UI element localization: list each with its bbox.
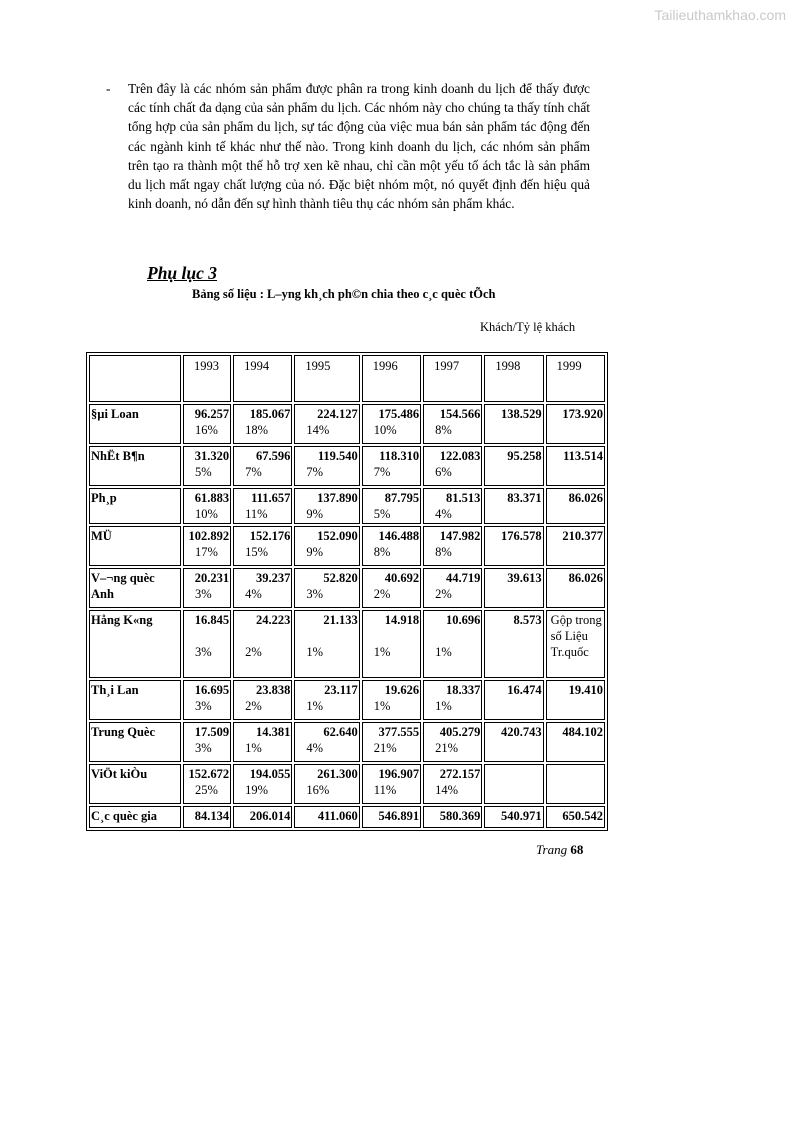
data-cell: [233, 526, 292, 566]
cell-percent: 16%: [306, 783, 330, 797]
data-cell: [362, 806, 421, 828]
cell-value: 67.596: [255, 449, 291, 463]
data-cell: [294, 488, 359, 524]
data-cell: [183, 526, 231, 566]
table-row: [89, 404, 605, 444]
year-header: 1995: [294, 355, 359, 402]
cell-percent: 10%: [373, 423, 397, 437]
page-number-value: 68: [570, 842, 584, 857]
cell-percent: 2%: [245, 645, 262, 659]
cell-percent: 3%: [195, 645, 212, 659]
country-name: Ph¸p: [89, 488, 181, 524]
country-name: Trung Quèc: [89, 722, 181, 762]
cell-value: 21.133: [323, 613, 358, 627]
appendix-title: Phụ lục 3: [147, 263, 218, 283]
cell-value: 62.640: [323, 725, 358, 739]
cell-value: 119.540: [317, 449, 358, 463]
data-cell: [294, 610, 359, 678]
table-container: [86, 352, 608, 823]
table-title: Bảng số liệu : L–yng kh¸ch ph©n chia theo c¸c quèc tÕch: [192, 287, 496, 301]
cell-percent: 8%: [373, 545, 391, 559]
cell-percent: 8%: [435, 423, 452, 437]
year-header: 1998: [484, 355, 543, 402]
cell-value: 16.845: [194, 613, 230, 627]
cell-percent: 3%: [195, 741, 212, 755]
year-header: 1996: [362, 355, 421, 402]
data-cell: [362, 680, 421, 720]
data-cell: [546, 446, 605, 486]
cell-percent: 9%: [306, 545, 324, 559]
cell-value: 411.060: [317, 809, 358, 823]
cell-percent: 1%: [373, 645, 391, 659]
cell-value: 96.257: [194, 407, 230, 421]
data-cell: [233, 404, 292, 444]
data-cell: [423, 680, 482, 720]
cell-value: 152.672: [188, 767, 230, 781]
cell-value: 118.310: [379, 449, 420, 463]
cell-percent: 1%: [245, 741, 262, 755]
data-cell: [484, 488, 543, 524]
cell-value: 61.883: [194, 491, 230, 505]
data-cell: [294, 680, 359, 720]
cell-percent: 1%: [306, 699, 324, 713]
cell-percent: 1%: [435, 699, 452, 713]
cell-percent: 2%: [245, 699, 262, 713]
data-cell: [294, 526, 359, 566]
table-row: [89, 568, 605, 608]
data-cell: [294, 446, 359, 486]
data-cell: [294, 404, 359, 444]
page-number: [536, 842, 583, 858]
table-row: [89, 680, 605, 720]
data-cell: [233, 680, 292, 720]
cell-value: 39.237: [255, 571, 291, 585]
cell-value: 196.907: [378, 767, 420, 781]
paragraph-text: Trên đây là các nhóm sản phẩm được phân ra trong kinh doanh du lịch để thấy được các tính chất đa dạng của sản phẩm du lịch. Các nhóm này cho chúng ta thấy tính chất tổng hợp của sản phẩm du lịch, sự tác động của việc mua bán sản phẩm tác động đến các ngành kinh tế khác như thế nào. Trong kinh doanh du lịch, các nhóm sản phẩm trên tạo ra thành một thế hỗ trợ xen kẽ nhau, chỉ cần một yếu tố ách tắc là sản phẩm du lịch mất ngay chất lượng của nó. Đặc biệt nhóm một, nó quyết định đến hiệu quả kinh doanh, nó dẫn đến sự hình thành tiêu thụ các nhóm sản phẩm khác.: [128, 81, 590, 212]
cell-value: 19.410: [568, 683, 603, 697]
data-cell: [546, 680, 605, 720]
cell-value: 83.371: [507, 491, 542, 505]
data-cell: [233, 568, 292, 608]
cell-value: 152.090: [317, 529, 358, 543]
cell-percent: 17%: [195, 545, 218, 559]
year-header: 1993: [183, 355, 231, 402]
country-name: NhËt B¶n: [89, 446, 181, 486]
data-cell: [484, 722, 543, 762]
data-cell: [183, 806, 231, 828]
header-row: [89, 355, 605, 402]
cell-percent: 1%: [373, 699, 391, 713]
cell-percent: 25%: [195, 783, 218, 797]
country-name: ViÖt kiÒu: [89, 764, 181, 804]
cell-value: 138.529: [501, 407, 542, 421]
cell-percent: 3%: [195, 587, 212, 601]
data-cell: [362, 722, 421, 762]
data-cell: [423, 488, 482, 524]
country-name: V–¬ng quèc Anh: [89, 568, 181, 608]
page-label: Trang: [536, 842, 568, 857]
data-cell: [423, 764, 482, 804]
data-cell: [423, 568, 482, 608]
cell-value: 113.514: [563, 449, 603, 463]
cell-value: 405.279: [439, 725, 481, 739]
cell-percent: 10%: [195, 507, 218, 521]
data-cell: [484, 610, 543, 678]
cell-percent: 3%: [195, 699, 212, 713]
cell-value: 154.566: [439, 407, 481, 421]
cell-value: 546.891: [378, 809, 420, 823]
country-name: §µi Loan: [89, 404, 181, 444]
cell-percent: 2%: [435, 587, 452, 601]
cell-value: 137.890: [317, 491, 358, 505]
data-cell: [362, 446, 421, 486]
data-cell: [423, 610, 482, 678]
cell-value: 95.258: [507, 449, 542, 463]
data-cell: [183, 488, 231, 524]
data-cell: [423, 722, 482, 762]
cell-percent: 21%: [435, 741, 458, 755]
data-cell: [546, 722, 605, 762]
data-cell: [183, 680, 231, 720]
data-cell: [546, 764, 605, 804]
body-paragraph: [106, 79, 590, 213]
data-cell: [546, 610, 605, 678]
data-cell: [362, 526, 421, 566]
cell-percent: 11%: [373, 783, 397, 797]
data-cell: [546, 568, 605, 608]
cell-value: 16.474: [507, 683, 542, 697]
cell-value: 420.743: [501, 725, 542, 739]
cell-percent: 8%: [435, 545, 452, 559]
cell-value: 23.838: [255, 683, 291, 697]
data-cell: [183, 404, 231, 444]
watermark: Tailieuthamkhao.com: [654, 7, 786, 23]
cell-percent: 6%: [435, 465, 452, 479]
table-row: [89, 488, 605, 524]
bullet-dash: -: [106, 81, 111, 96]
cell-percent: 14%: [435, 783, 458, 797]
cell-percent: 7%: [245, 465, 262, 479]
data-cell: [183, 610, 231, 678]
cell-percent: 5%: [373, 507, 391, 521]
cell-value: 86.026: [568, 571, 603, 585]
cell-value: 52.820: [323, 571, 358, 585]
data-cell: [233, 446, 292, 486]
cell-value: 81.513: [446, 491, 481, 505]
data-cell: [484, 404, 543, 444]
data-cell: [423, 526, 482, 566]
data-cell: [484, 526, 543, 566]
cell-value: 10.696: [446, 613, 481, 627]
cell-percent: 1%: [435, 645, 452, 659]
cell-value: 20.231: [194, 571, 230, 585]
cell-note: Gộp trong số Liệu Tr.quốc: [550, 613, 602, 659]
cell-percent: 7%: [306, 465, 324, 479]
table-row: [89, 526, 605, 566]
cell-value: 18.337: [446, 683, 481, 697]
cell-value: 261.300: [317, 767, 358, 781]
cell-value: 272.157: [439, 767, 481, 781]
data-cell: [183, 764, 231, 804]
cell-value: 206.014: [249, 809, 291, 823]
cell-value: 23.117: [324, 683, 358, 697]
data-cell: [484, 680, 543, 720]
data-cell: [183, 722, 231, 762]
data-cell: [362, 404, 421, 444]
cell-percent: 18%: [245, 423, 268, 437]
header-corner-cell: [89, 355, 181, 402]
table-row: [89, 722, 605, 762]
data-cell: [362, 764, 421, 804]
data-cell: [484, 764, 543, 804]
cell-value: 111.657: [251, 491, 291, 505]
cell-percent: 5%: [195, 465, 212, 479]
cell-percent: 4%: [435, 507, 452, 521]
data-cell: [423, 404, 482, 444]
cell-value: 24.223: [255, 613, 291, 627]
cell-value: 17.509: [194, 725, 230, 739]
cell-percent: 2%: [373, 587, 391, 601]
cell-value: 173.920: [562, 407, 603, 421]
data-cell: [362, 610, 421, 678]
table-row: [89, 446, 605, 486]
unit-note: Khách/Tỷ lệ khách: [480, 320, 576, 334]
data-cell: [233, 722, 292, 762]
cell-value: 39.613: [507, 571, 542, 585]
data-cell: [362, 488, 421, 524]
data-cell: [362, 568, 421, 608]
cell-percent: 7%: [373, 465, 391, 479]
table-row: [89, 610, 605, 678]
data-cell: [546, 404, 605, 444]
cell-percent: 11%: [245, 507, 268, 521]
data-cell: [183, 446, 231, 486]
country-name: MÜ: [89, 526, 181, 566]
data-cell: [233, 610, 292, 678]
cell-percent: 4%: [306, 741, 324, 755]
cell-value: 40.692: [384, 571, 420, 585]
data-cell: [484, 806, 543, 828]
cell-percent: 16%: [195, 423, 218, 437]
data-cell: [546, 488, 605, 524]
cell-value: 87.795: [384, 491, 420, 505]
data-cell: [294, 722, 359, 762]
data-cell: [294, 568, 359, 608]
cell-value: 44.719: [446, 571, 481, 585]
cell-value: 86.026: [568, 491, 603, 505]
cell-value: 102.892: [188, 529, 230, 543]
data-cell: [233, 764, 292, 804]
cell-value: 146.488: [378, 529, 420, 543]
data-cell: [233, 806, 292, 828]
cell-value: 14.381: [255, 725, 291, 739]
data-cell: [294, 764, 359, 804]
cell-percent: 9%: [306, 507, 324, 521]
cell-percent: 4%: [245, 587, 262, 601]
data-cell: [484, 446, 543, 486]
year-header: 1999: [546, 355, 605, 402]
cell-percent: 1%: [306, 645, 324, 659]
cell-value: 224.127: [317, 407, 358, 421]
cell-value: 377.555: [378, 725, 420, 739]
statistics-table: [86, 352, 608, 831]
data-cell: [233, 488, 292, 524]
cell-value: 84.134: [194, 809, 230, 823]
cell-value: 176.578: [501, 529, 542, 543]
data-cell: [423, 446, 482, 486]
cell-value: 210.377: [562, 529, 603, 543]
data-cell: [546, 806, 605, 828]
country-name: C¸c quèc gia: [89, 806, 181, 828]
data-cell: [423, 806, 482, 828]
cell-percent: 3%: [306, 587, 324, 601]
cell-value: 147.982: [439, 529, 481, 543]
cell-percent: 19%: [245, 783, 268, 797]
cell-value: 8.573: [513, 613, 542, 627]
year-header: 1994: [233, 355, 292, 402]
cell-percent: 15%: [245, 545, 268, 559]
cell-value: 650.542: [562, 809, 603, 823]
data-cell: [183, 568, 231, 608]
cell-value: 484.102: [562, 725, 603, 739]
data-cell: [546, 526, 605, 566]
cell-value: 122.083: [439, 449, 481, 463]
cell-value: 152.176: [249, 529, 291, 543]
cell-value: 14.918: [384, 613, 420, 627]
table-row: [89, 764, 605, 804]
cell-value: 540.971: [501, 809, 542, 823]
cell-percent: 21%: [373, 741, 397, 755]
cell-value: 580.369: [439, 809, 481, 823]
table-row: [89, 806, 605, 828]
cell-percent: 14%: [306, 423, 330, 437]
data-cell: [294, 806, 359, 828]
cell-value: 19.626: [384, 683, 420, 697]
cell-value: 31.320: [194, 449, 230, 463]
year-header: 1997: [423, 355, 482, 402]
country-name: Th¸i Lan: [89, 680, 181, 720]
cell-value: 16.695: [194, 683, 230, 697]
country-name: Hång K«ng: [89, 610, 181, 678]
cell-value: 194.055: [249, 767, 291, 781]
cell-value: 175.486: [378, 407, 420, 421]
cell-value: 185.067: [249, 407, 291, 421]
data-cell: [484, 568, 543, 608]
